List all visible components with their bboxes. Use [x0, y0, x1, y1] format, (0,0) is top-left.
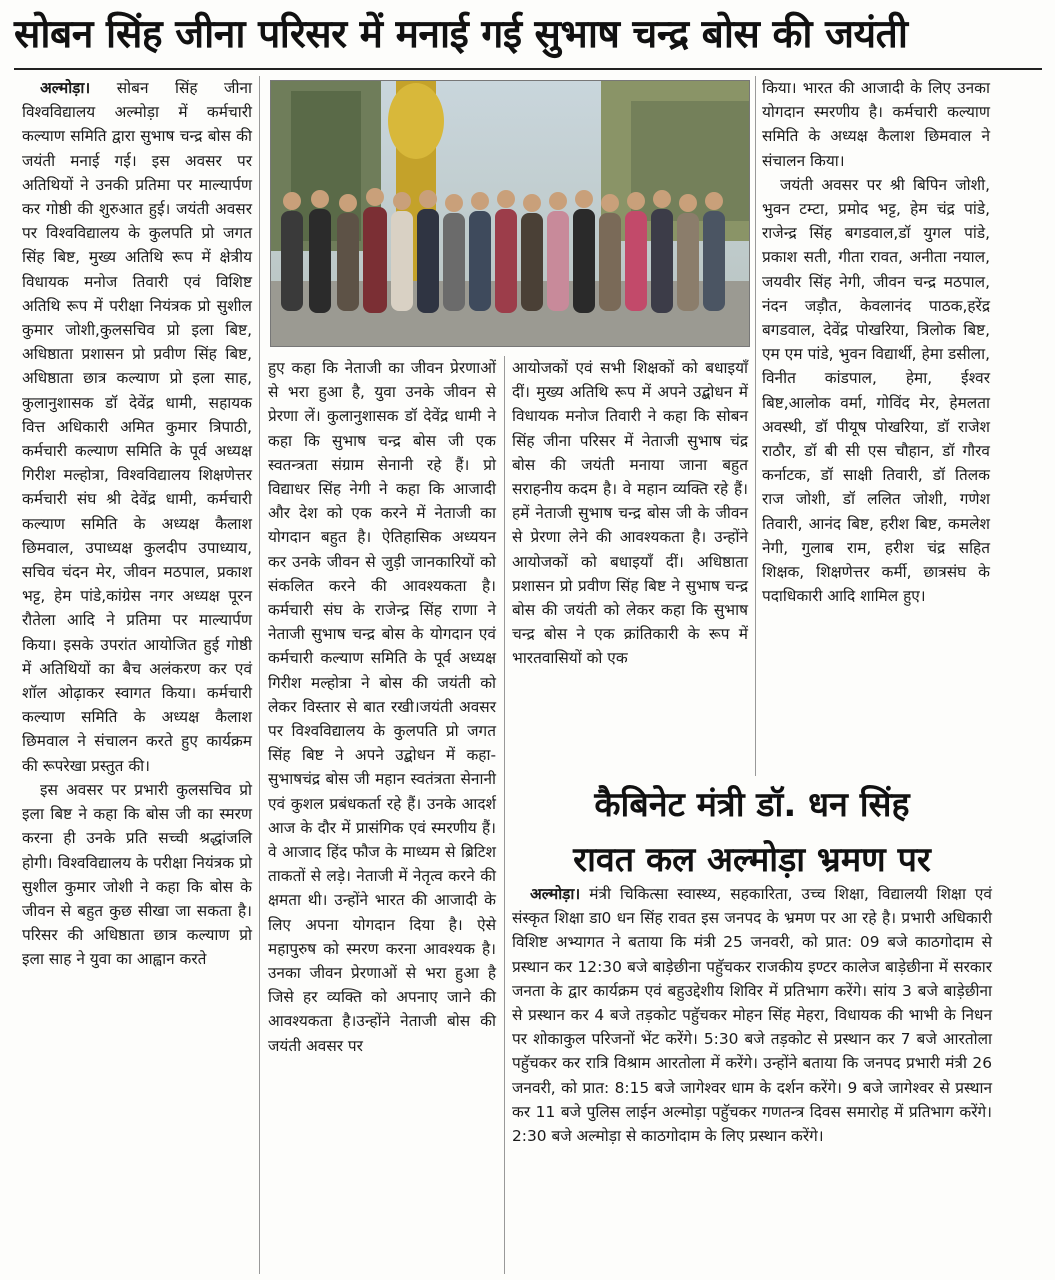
article1-column2: [268, 356, 496, 1276]
group-photo-illustration: [271, 81, 749, 346]
article2-headline-line2: रावत कल अल्मोड़ा भ्रमण पर: [573, 840, 931, 880]
event-photo: [270, 80, 750, 347]
article2-headline-line1: कैबिनेट मंत्री डॉ. धन सिंह: [594, 785, 910, 825]
article1-dateline: अल्मोड़ा।: [40, 79, 91, 97]
article1-column4: [762, 76, 990, 776]
article1-paragraph-2: इस अवसर पर प्रभारी कुलसचिव प्रो इला बिष्ट ने कहा कि बोस जी का स्मरण करना ही उनके प्रति सच्ची श्रद्धांजलि होगी। विश्वविद्यालय के परीक्षा नियंत्रक प्रो सुशील कुमार जोशी ने कहा कि बोस के जीवन से बहुत कुछ सीखा जा सकता है। परिसर की अधिष्ठाता छात्र कल्याण प्रो इला साह ने युवा का आह्वान करते: [22, 780, 252, 969]
article2-body: [512, 882, 992, 1262]
column-divider-3: [755, 76, 756, 776]
column-divider-2: [504, 356, 505, 1274]
article1-column4-paragraph-2: जयंती अवसर पर श्री बिपिन जोशी, भुवन टम्टा, प्रमोद भट्ट, हेम चंद्र पांडे, राजेन्द्र सिंह बगडवाल,डॉ युगल पांडे, प्रकाश सती, गीता रावत, अनीता नयाल, जयवीर सिंह नेगी, जीवन चन्द्र मठपाल, नंदन जड़ौत, केवलानंद पाठक,हरेंद्र बगडवाल, देवेंद्र पोखरिया, त्रिलोक बिष्ट, एम एम पांडे, भुवन विद्यार्थी, हेमा डसीला, विनीत कांडपाल, हेमा, ईश्वर बिष्ट,आलोक वर्मा, गोविंद मेर, हेमलता अवस्थी, डॉ पीयूष पोखरिया, डॉ राजेश राठौर, डॉ बी सी एस चौहान, डॉ गौरव कर्नाटक, डॉ साक्षी तिवारी, डॉ तिलक राज जोशी, डॉ ललित जोशी, गणेश तिवारी, आनंद बिष्ट, हरीश बिष्ट, कमलेश नेगी, गुलाब राम, हरीश चंद्र सहित शिक्षक, शिक्षणेत्तर कर्मी, छात्रसंघ के पदाधिकारी आदि शामिल हुए।: [762, 175, 990, 606]
article1-paragraph-1: सोबन सिंह जीना विश्वविद्यालय अल्मोड़ा में कर्मचारी कल्याण समिति द्वारा सुभाष चन्द्र बोस की जयंती मनाई गई। इस अवसर पर अतिथियों ने उनकी प्रतिमा पर माल्यार्पण कर गोष्ठी की शुरुआत हुई। जयंती अवसर पर विश्वविद्यालय के कुलपति प्रो जगत सिंह बिष्ट, मुख्य अतिथि रूप में क्षेत्रीय विधायक मनोज तिवारी एवं विशिष्ट अतिथि रूप में परीक्षा नियंत्रक प्रो सुशील कुमार जोशी,कुलसचिव प्रो इला बिष्ट, अधिष्ठाता प्रशासन प्रो प्रवीण सिंह बिष्ट, अधिष्ठाता छात्र कल्याण प्रो इला साह, कुलानुशासक डॉ देवेंद्र धामी, सहायक वित्त अधिकारी अमित कुमार त्रिपाठी, कर्मचारी कल्याण समिति के पूर्व अध्यक्ष गिरीश मल्होत्रा, विश्वविद्यालय शिक्षणेत्तर कर्मचारी संघ श्री देवेंद्र धामी, कर्मचारी कल्याण समिति के अध्यक्ष कैलाश छिमवाल, उपाध्यक्ष कुलदीप उपाध्याय, सचिव चंदन मेर, जीवन मठपाल, प्रकाश भट्ट, हेम पांडे,कांग्रेस नगर अध्यक्ष पूरन रौतेला आदि ने प्रतिमा पर माल्यार्पण किया। इसके उपरांत आयोजित हुई गोष्ठी में अतिथियों का बैच अलंकरण कर एवं शॉल ओढ़ाकर स्वागत किया। कर्मचारी कल्याण समिति के अध्यक्ष कैलाश छिमवाल ने संचालन करते हुए कार्यक्रम की रूपरेखा प्रस्तुत की।: [22, 79, 252, 775]
main-headline: सोबन सिंह जीना परिसर में मनाई गई सुभाष चन्द्र बोस की जयंती: [14, 12, 908, 57]
article1-column3: [512, 356, 748, 776]
headline-rule: [14, 68, 1042, 70]
column-divider-1: [259, 76, 260, 1274]
article1-column1: [22, 76, 252, 1276]
article2-dateline: अल्मोड़ा।: [530, 885, 581, 903]
article2-headline: [512, 778, 992, 888]
article1-column3-text: आयोजकों एवं सभी शिक्षकों को बधाइयाँ दीं। मुख्य अतिथि रूप में अपने उद्बोधन में विधायक मनोज तिवारी ने कहा कि सोबन सिंह जीना परिसर में नेताजी सुभाष चंद्र बोस की जयंती मनाया जाना बहुत सराहनीय कदम है। वे महान व्यक्ति रहे हैं। हमें नेताजी सुभाष चन्द्र बोस जी के जीवन से प्रेरणा लेने की आवश्यकता है। उन्होंने आयोजकों को बधाइयाँ दीं। अधिष्ठाता प्रशासन प्रो प्रवीण सिंह बिष्ट ने सुभाष चन्द्र बोस की जयंती को लेकर कहा कि सुभाष चन्द्र बोस ने एक क्रांतिकारी के रूप में भारतवासियों को एक: [512, 359, 748, 668]
article1-column4-paragraph-1: किया। भारत की आजादी के लिए उनका योगदान स्मरणीय है। कर्मचारी कल्याण समिति के अध्यक्ष कैलाश छिमवाल ने संचालन किया।: [762, 79, 990, 170]
article1-column2-text: हुए कहा कि नेताजी का जीवन प्रेरणाओं से भरा हुआ है, युवा उनके जीवन से प्रेरणा लें। कुलानुशासक डॉ देवेंद्र धामी ने कहा कि सुभाष चन्द्र बोस जी एक स्वतन्त्रता संग्राम सेनानी रहे हैं। प्रो विद्याधर सिंह नेगी ने कहा कि आजादी और देश को एक करने में नेताजी का योगदान बहुत है। ऐतिहासिक अध्ययन कर उनके जीवन से जुड़ी जानकारियों को संकलित करने की आवश्यकता है। कर्मचारी संघ के राजेन्द्र सिंह राणा ने नेताजी सुभाष चन्द्र बोस के योगदान एवं कर्मचारी कल्याण समिति के पूर्व अध्यक्ष गिरीश मल्होत्रा ने बोस की जयंती को लेकर विस्तार से बात रखी।जयंती अवसर पर विश्वविद्यालय के कुलपति प्रो जगत सिंह बिष्ट ने अपने उद्बोधन में कहा-सुभाषचंद्र बोस जी महान स्वतंत्रता सेनानी एवं कुशल प्रबंधकर्ता रहे हैं। उनके आदर्श आज के दौर में प्रासंगिक एवं स्मरणीय हैं। वे आजाद हिंद फौज के माध्यम से ब्रिटिश ताकतों से लड़े। नेताजी में नेतृत्व करने की क्षमता थी। उन्होंने भारत की आजादी के लिए अपना योगदान दिया है। ऐसे महापुरुष को स्मरण करना आवश्यक है। उनका जीवन प्रेरणाओं से भरा हुआ है जिसे हर व्यक्ति को अपनाए जाने की आवश्यकता है।उन्होंने नेताजी बोस की जयंती अवसर पर: [268, 359, 496, 1055]
article2-text: मंत्री चिकित्सा स्वास्थ्य, सहकारिता, उच्च शिक्षा, विद्यालयी शिक्षा एवं संस्कृत शिक्षा डा0 धन सिंह रावत इस जनपद के भ्रमण पर आ रहे है। प्रभारी अधिकारी विशिष्ट अभ्यागत ने बताया कि मंत्री 25 जनवरी, को प्रात: 09 बजे काठगोदाम से प्रस्थान कर 12:30 बजे बाड़ेछीना पहुॅचकर राजकीय इण्टर कालेज बाड़ेछीना में सरकार जनता के द्वार कार्यक्रम एवं बहुउद्देशीय शिविर में प्रतिभाग करेंगे। सांय 3 बजे बाड़ेछीना से प्रस्थान कर 4 बजे तड़कोट पहुॅचकर मोहन सिंह मेहरा, विधायक की भाभी के निधन पर शोकाकुल परिजनों भेंट करेंगे। 5:30 बजे तड़कोट से प्रस्थान कर 7 बजे आरतोला पहुॅचकर कर रात्रि विश्राम आरतोला में करेंगे। उन्होंने बताया कि जनपद प्रभारी मंत्री 26 जनवरी, को प्रात: 8:15 बजे जागेश्वर धाम के दर्शन करेंगे। 9 बजे जागेश्वर से प्रस्थान कर 11 बजे पुलिस लाईन अल्मोड़ा पहुॅचकर गणतन्त्र दिवस समारोह में प्रतिभाग करेंगे। 2:30 बजे अल्मोड़ा से काठगोदाम के लिए प्रस्थान करेंगे।: [512, 885, 992, 1146]
